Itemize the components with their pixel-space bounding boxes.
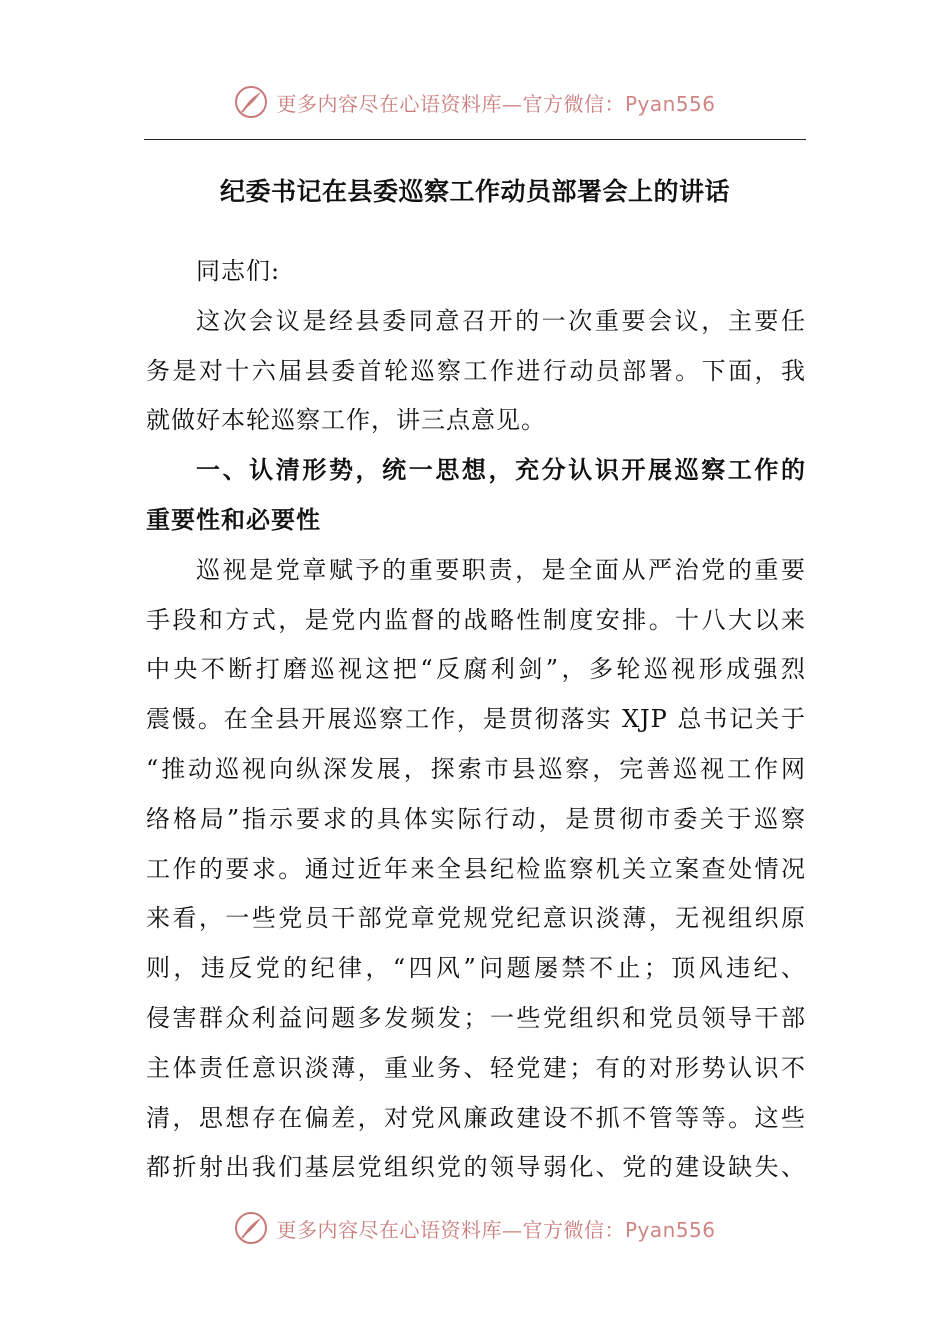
paragraph-line: 侵害群众利益问题多发频发；一些党组织和党员领导干部 — [146, 1003, 806, 1032]
paragraph-line: 中央不断打磨巡视这把“反腐利剑”，多轮巡视形成强烈 — [146, 655, 806, 684]
paragraph-line: 工作的要求。通过近年来全县纪检监察机关立案查处情况 — [146, 854, 806, 883]
paragraph-line: 来看，一些党员干部党章党规党纪意识淡薄，无视组织原 — [146, 904, 806, 933]
watermark-text: 更多内容尽在心语资料库—官方微信：Pyan556 — [276, 91, 716, 116]
paragraph-line: 都折射出我们基层党组织党的领导弱化、党的建设缺失、 — [146, 1153, 806, 1182]
quill-logo-icon — [234, 85, 268, 119]
paragraph-line: 这次会议是经县委同意召开的一次重要会议，主要任 — [196, 306, 806, 335]
watermark-banner-bottom — [0, 1208, 950, 1248]
paragraph-line: 手段和方式，是党内监督的战略性制度安排。十八大以来 — [146, 605, 806, 634]
header-rule — [144, 139, 806, 140]
wechat-id: Pyan556 — [624, 91, 716, 116]
document-body — [146, 247, 806, 1193]
paragraph-line: 清，思想存在偏差，对党风廉政建设不抓不管等等。这些 — [146, 1103, 806, 1132]
paragraph-line: 主体责任意识淡薄，重业务、轻党建；有的对形势认识不 — [146, 1053, 806, 1082]
paragraph-line: 震慑。在全县开展巡察工作，是贯彻落实 XJP 总书记关于 — [146, 705, 806, 734]
paragraph-line: 就做好本轮巡察工作，讲三点意见。 — [146, 406, 546, 435]
watermark-text: 更多内容尽在心语资料库—官方微信：Pyan556 — [276, 1217, 716, 1242]
salutation: 同志们: — [196, 257, 281, 285]
section-heading: 重要性和必要性 — [146, 505, 321, 534]
paragraph-line: 务是对十六届县委首轮巡察工作进行动员部署。下面，我 — [146, 356, 806, 385]
document-title: 纪委书记在县委巡察工作动员部署会上的讲话 — [219, 177, 730, 206]
paragraph-line: 巡视是党章赋予的重要职责，是全面从严治党的重要 — [196, 555, 806, 584]
wechat-id: Pyan556 — [624, 1217, 716, 1242]
paragraph-line: 络格局”指示要求的具体实际行动，是贯彻市委关于巡察 — [146, 804, 806, 833]
watermark-banner-top — [0, 82, 950, 122]
section-heading: 一、认清形势，统一思想，充分认识开展巡察工作的 — [196, 456, 806, 485]
paragraph-line: 则，违反党的纪律，“四风”问题屡禁不止；顶风违纪、 — [146, 954, 806, 983]
quill-logo-icon — [234, 1211, 268, 1245]
paragraph-line: “推动巡视向纵深发展，探索市县巡察，完善巡视工作网 — [146, 754, 806, 783]
